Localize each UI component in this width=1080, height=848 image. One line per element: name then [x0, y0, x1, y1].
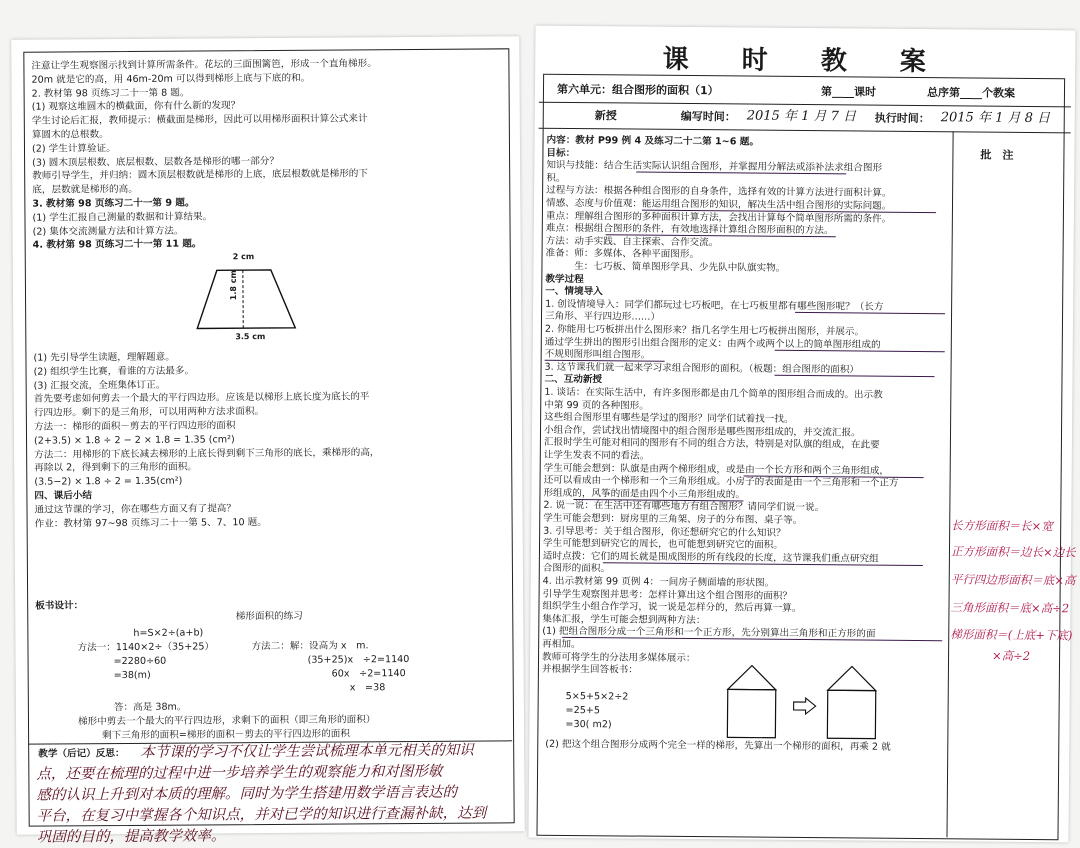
calc-line-3: =30( m2) — [565, 718, 1069, 735]
last-method-line: (2) 把这个组合图形分成两个完全一样的梯形，先算出一个梯形的面积，再乘 2 就 — [545, 738, 945, 754]
fig-bottom-label: 3.5 cm — [235, 332, 265, 341]
right-line-19: 3. 这节课我们就一起来学习求组合图形的面积。（板题：组合图形的面积） — [545, 361, 949, 378]
left-mid-line-12: 通过这节课的学习，你在哪些方面又有了提高？ — [34, 500, 504, 516]
board-answer: 答：高是 38m。 — [114, 698, 524, 714]
left-line-9: 教师引导学生，并归纳：圆木顶层根数就是梯形的上底，底层根数就是梯形的下 — [32, 167, 502, 183]
reflection-line-3: 感的认识上升到对本质的理解。同时为学生搭建用数学语言表达的 — [36, 782, 524, 805]
left-mid-line-8: 方法二：用梯形的下底长减去梯形的上底长得到剩下三角形的底长，乘梯形的高， — [34, 445, 504, 461]
total-number: 总序第____个教案 — [927, 85, 1075, 102]
annotation-trapezoid-area: 梯形面积＝(上底+下底) — [950, 626, 1072, 643]
reflection-line-2: 点，还要在梳理的过程中进一步培养学生的观察能力和对图形敏 — [36, 761, 524, 784]
reflection-label: 教学（后记）反思： — [38, 744, 524, 760]
right-line-32: 3. 引导思考：关于组合图形，你还想研究它的什么知识？ — [543, 524, 947, 541]
right-line-17: 通过学生拼出的图形引出组合图形的定义：由两个或两个以上的简单图形组成的 — [545, 335, 949, 352]
left-mid-line-5: 行四边形。剩下的是三角形，可以用两种方法求面积。 — [34, 404, 504, 420]
board-formula: h=S×2÷(a+b) — [133, 624, 523, 640]
left-mid-line-10: (3.5−2) × 1.8 ÷ 2 = 1.35(cm²) — [34, 473, 504, 489]
left-line-4: (1) 观察这堆圆木的横截面，你有什么新的发现？ — [32, 98, 502, 114]
fig-height-label: 1.8 cm — [229, 270, 238, 300]
right-line-33: 学生可能想到研究它的周长，也可能想到研究它的面积。 — [543, 537, 947, 554]
left-line-7: (2) 学生计算验证。 — [32, 139, 502, 155]
right-page — [528, 26, 1075, 843]
board-f1: 梯形中剪去一个最大的平行四边形，求剩下的面积（即三角形的面积） — [78, 712, 524, 728]
right-line-7: 重点：理解组合图形的多种面积计算方法，会找出计算每个简单图形所需的条件。 — [546, 209, 950, 226]
left-mid-line-1: (1) 先引导学生读题，理解题意。 — [33, 348, 503, 364]
right-line-42: 教师可将学生的分法用多媒体展示： — [542, 650, 946, 667]
annotation-square-area: 正方形面积＝边长×边长 — [951, 543, 1076, 560]
annotation-trapezoid-area-cont: ×高÷2 — [992, 648, 1030, 664]
right-line-18: 不规则图形叫组合图形。 — [545, 348, 949, 365]
left-line-6: 算圆木的总根数。 — [32, 125, 502, 141]
left-mid-text — [33, 348, 504, 531]
board-title: 梯形面积的练习 — [15, 608, 523, 625]
left-line-2: 20m 就是它的高，用 46m-20m 可以得到梯形上底与下底的和。 — [31, 70, 501, 86]
right-line-14: 1. 创设情境导入：同学们都玩过七巧板吧，在七巧板里都有哪些图形呢？（长方 — [545, 298, 949, 315]
board-m2-l1: 方法二：解：设高为 x m. — [251, 638, 523, 653]
right-line-2: 目标： — [546, 146, 950, 163]
left-mid-line-7: (2+3.5) × 1.8 ÷ 2 − 2 × 1.8 = 1.35 (cm²) — [34, 431, 504, 447]
left-line-12: (1) 学生汇报自己测量的数据和计算结果。 — [32, 208, 502, 224]
right-line-16: 2. 你能用七巧板拼出什么图形来？指几名学生用七巧板拼出图形，并展示。 — [545, 323, 949, 340]
lesson-number: 第____课时 — [821, 84, 1075, 102]
board-f2: 剩下三角形的面积=梯形的面积－剪去的平行四边形的面积 — [102, 726, 524, 742]
right-line-20: 二、互动新授 — [544, 373, 948, 390]
right-line-5: 过程与方法：根据各种组合图形的自身条件，选择有效的计算方法进行面积计算。 — [546, 184, 950, 201]
right-line-38: 组织学生小组合作学习，说一说是怎样分的，然后再算一算。 — [542, 600, 946, 617]
left-top-text — [31, 56, 502, 252]
right-line-1: 内容：教材 P99 例 4 及练习二十二第 1~6 题。 — [546, 134, 950, 151]
right-line-25: 汇报时学生可能对相同的图形有不同的组合方法，特别是对队旗的组成，在此要 — [544, 436, 948, 453]
exec-date: 2015 年 1 月 8 日 — [941, 109, 1075, 128]
left-line-3: 2. 教材第 98 页练习二十一第 8 题。 — [32, 84, 502, 100]
right-line-8: 难点：根据组合图形的条件，有效地选择计算组合图形面积的方法。 — [546, 222, 950, 239]
right-line-23: 这些组合图形里有哪些是学过的图形？同学们试着找一找。 — [544, 411, 948, 428]
right-line-26: 让学生发表不同的看法。 — [544, 449, 948, 466]
right-line-11: 生：七巧板、简单图形学具、少先队中队旗实物。 — [545, 260, 949, 277]
calc-line-2: =25+5 — [566, 704, 1070, 721]
right-line-34: 适时点拨：它们的周长就是围成图形的所有线段的长度，这节课我们重点研究组 — [543, 550, 947, 567]
comment-column-label: 批 注 — [980, 148, 1074, 165]
write-time-label: 编写时间： — [681, 109, 1075, 128]
board-m1-l3: =38(m) — [114, 666, 524, 682]
left-line-1: 注意让学生观察图示找到计算所需条件。花坛的三面围篱笆，形成一个直角梯形。 — [31, 56, 501, 72]
right-line-37: 引导学生观察图并思考：怎样计算出这个组合图形的面积？ — [543, 587, 947, 604]
board-m2-l2: (35+25)x ÷2=1140 — [308, 652, 524, 667]
right-line-9: 方法：动手实践、自主探索、合作交流。 — [546, 235, 950, 252]
unit-title: 第六单元：组合图形的面积（1） — [557, 82, 1075, 103]
right-line-39: 集体汇报，学生可能会想到两种方法： — [542, 613, 946, 630]
left-mid-line-11: 四、课后小结 — [34, 486, 504, 502]
right-line-40: (1) 把组合图形分成一个三角形和一个正方形，先分别算出三角形和正方形的面 — [542, 625, 946, 642]
right-line-12: 教学过程 — [545, 272, 949, 289]
right-main-text — [542, 134, 951, 679]
board-m2-l4: x =38 — [350, 680, 524, 694]
new-lesson-label: 新授 — [595, 108, 1075, 128]
left-mid-line-4: 首先要考虑如何剪去一个最大的平行四边形。应该是以梯形上底长度为底长的平 — [34, 390, 504, 406]
right-line-29: 形组成的，风筝的面是由四个小三角形组成的。 — [543, 487, 947, 504]
fig-top-label: 2 cm — [233, 252, 254, 261]
left-line-13: (2) 集体交流测量方法和计算方法。 — [33, 222, 503, 238]
right-line-35: 合图形的面积。 — [543, 562, 947, 579]
left-mid-line-3: (3) 汇报交流，全班集体订正。 — [34, 376, 504, 392]
right-line-10: 准备：师：多媒体、各种平面图形。 — [546, 247, 950, 264]
calc-line-1: 5×5+5×2÷2 — [566, 690, 1070, 707]
left-mid-line-6: 方法一：梯形的面积－剪去的平行四边形的面积 — [34, 417, 504, 433]
right-line-3: 知识与技能：结合生活实际认识组合图形，并掌握用分解法或添补法求组合图形 — [546, 159, 950, 176]
right-line-21: 1. 谈话：在实际生活中，有许多图形都是由几个简单的图形组合而成的。出示教 — [544, 386, 948, 403]
write-date: 2015 年 1 月 7 日 — [747, 108, 1075, 129]
right-line-24: 小组合作，尝试找出情境图中的组合图形是哪些图形组成的，并交流汇报。 — [544, 424, 948, 441]
right-line-6: 情感、态度与价值观：能运用组合图形的知识，解决生活中组合图形的实际问题。 — [546, 197, 950, 214]
board-m2-l3: 60x ÷2=1140 — [332, 666, 524, 680]
board-m1-l2: =2280÷60 — [114, 652, 524, 668]
right-line-15: 三角形、平行四边形……） — [545, 310, 949, 327]
right-line-31: 学生可能会想到：厨房里的三角架、房子的分布图、桌子等。 — [543, 512, 947, 529]
left-line-10: 底，层数就是梯形的高。 — [32, 181, 502, 197]
right-line-13: 一、情境导入 — [545, 285, 949, 302]
board-m1-l1: 方法一：1140×2÷（35+25） — [77, 638, 523, 654]
right-line-30: 2. 说一说：在生活中还有哪些地方有组合图形？请同学们说一说。 — [543, 499, 947, 516]
lesson-plan-title: 课 时 教 案 — [535, 38, 1075, 80]
annotation-parallelogram-area: 平行四边形面积＝底×高 — [951, 571, 1076, 588]
left-line-14: 4. 教材第 98 页练习二十一第 11 题。 — [33, 236, 503, 252]
right-line-43: 并根据学生回答板书： — [542, 663, 946, 680]
annotation-triangle-area: 三角形面积＝底×高÷2 — [950, 599, 1069, 616]
right-line-36: 4. 出示教材第 99 页例 4：一间房子侧面墙的形状图。 — [543, 575, 947, 592]
reflection-line-4: 平台，在复习中掌握各个知识点，并对已学的知识进行查漏补缺，达到 — [37, 803, 525, 826]
left-page — [11, 36, 525, 835]
left-mid-line-2: (2) 组织学生比赛，看谁的方法最多。 — [34, 362, 504, 378]
annotation-rectangle-area: 长方形面积＝长×宽 — [951, 517, 1053, 534]
board-label: 板书设计： — [35, 596, 523, 612]
right-line-4: 积。 — [546, 172, 950, 189]
left-mid-line-13: 作业：教材第 97~98 页练习二十一第 5、7、10 题。 — [35, 514, 505, 530]
right-line-27: 学生可能会想到：队旗是由两个梯形组成，或是由一个长方形和两个三角形组成， — [544, 461, 948, 478]
left-line-5: 学生讨论后汇报，教师提示：横截面是梯形，因此可以用梯形面积计算公式来计 — [32, 112, 502, 128]
left-line-11: 3. 教材第 98 页练习二十一第 9 题。 — [32, 194, 502, 210]
left-line-8: (3) 圆木顶层根数、底层根数、层数各是梯形的哪一部分？ — [32, 153, 502, 169]
reflection-line-1: 本节课的学习不仅让学生尝试梳理本单元相关的知识 — [140, 740, 524, 763]
reflection-line-5: 巩固的目的，提高教学效率。 — [37, 824, 525, 847]
right-line-41: 再相加。 — [542, 638, 946, 655]
right-line-28: 还可以看成由一个梯形和一个三角形组成。小房子的表面是由一个三角形和一个正方 — [544, 474, 948, 491]
left-mid-line-9: 再除以 2，得到剩下的三角形的面积。 — [34, 459, 504, 475]
right-line-22: 中第 99 页的各种图形。 — [544, 398, 948, 415]
exec-time-label: 执行时间： — [875, 111, 1075, 129]
